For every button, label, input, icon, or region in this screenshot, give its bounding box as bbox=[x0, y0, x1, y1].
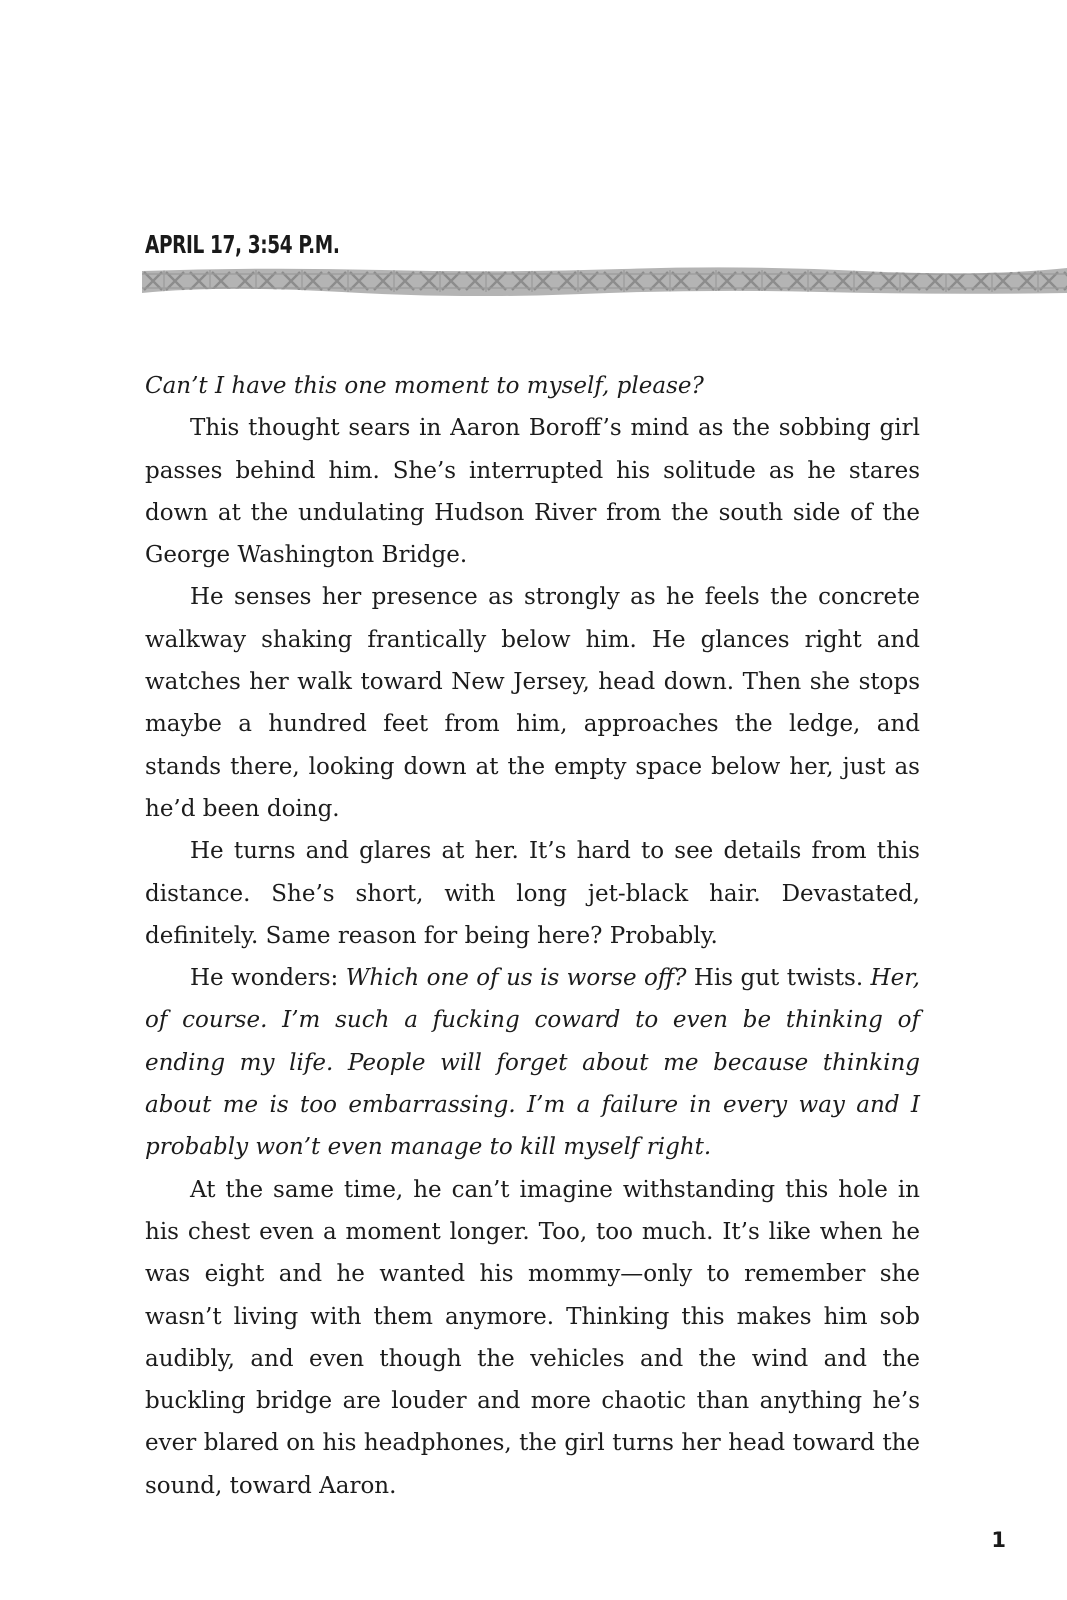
paragraph-text: This thought sears in Aaron Boroff’s mind as the sobbing girl passes behind him. She’s interrupted his solitude as he stares down at the undulating Hudson River from the south side of the George Washington Bridge. bbox=[145, 415, 920, 569]
paragraph-text: At the same time, he can’t imagine withstanding this hole in his chest even a moment longer. Too, too much. It’s like when he was eight and he wanted his mommy—only to remember she wasn’t living with them anymore. Thinking this makes him sob audibly, and even though the vehicles and the wind and the buckling bridge are louder and more chaotic than anything he’s ever blared on his headphones, the girl turns her head toward the sound, toward Aaron. bbox=[145, 1176, 920, 1499]
paragraph bbox=[145, 576, 920, 830]
paragraph-text: He wonders: bbox=[190, 965, 346, 992]
italic-thought: Her, of course. I’m such a fucking coward to even be thinking of ending my life. People will forget about me because thinking about me is too embarrassing. I’m a failure in every way and I probably won’t even manage to kill myself right. bbox=[145, 965, 920, 1161]
chapter-heading: APRIL 17, 3:54 P.M. bbox=[145, 230, 340, 259]
paragraph-text: His gut twists. bbox=[686, 965, 871, 992]
paragraph-text: He senses her presence as strongly as he feels the concrete walkway shaking frantically below him. He glances right and watches her walk toward New Jersey, head down. Then she stops maybe a hundred feet from him, approaches the ledge, and stands there, looking down at the empty space below her, just as he’d been doing. bbox=[145, 584, 920, 822]
decorative-rule-band bbox=[142, 266, 1067, 296]
paragraph bbox=[145, 830, 920, 957]
italic-thought: Can’t I have this one moment to myself, please? bbox=[145, 373, 704, 399]
paragraph bbox=[145, 407, 920, 576]
paragraph bbox=[145, 957, 920, 1168]
paragraph bbox=[145, 365, 920, 407]
paragraph-text: He turns and glares at her. It’s hard to see details from this distance. She’s short, with long jet-black hair. Devastated, definitely. Same reason for being here? Probably. bbox=[145, 838, 920, 949]
body-text bbox=[145, 365, 920, 1507]
italic-thought: Which one of us is worse off? bbox=[345, 965, 687, 992]
page-number: 1 bbox=[991, 1528, 1006, 1552]
paragraph bbox=[145, 1169, 920, 1507]
